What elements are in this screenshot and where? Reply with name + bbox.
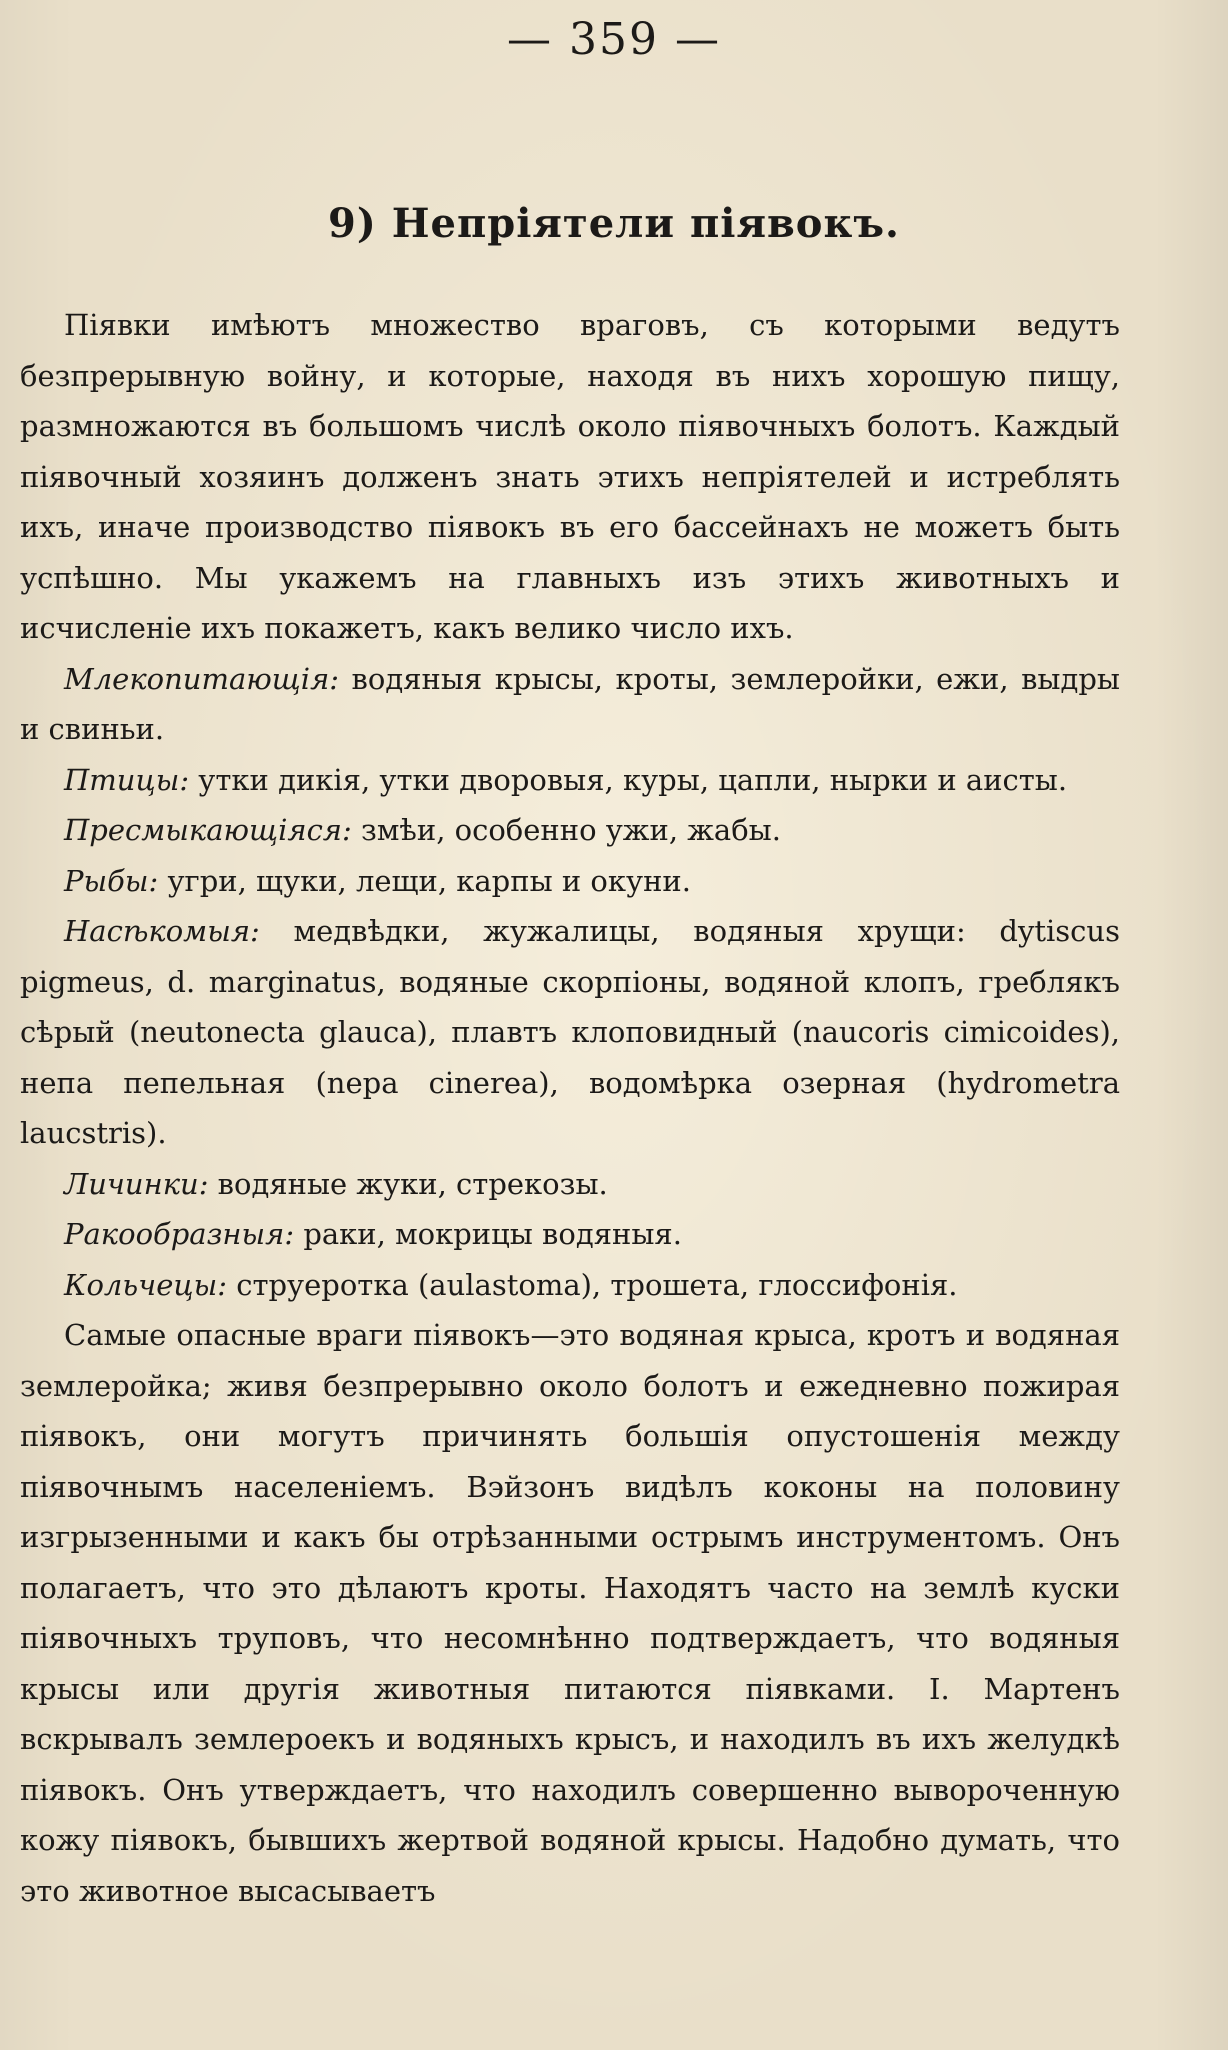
category-label-fish: Рыбы: bbox=[64, 863, 159, 898]
paragraph-closing: Самые опасные враги піявокъ—это водяная крыса, кротъ и водяная землеройка; живя безпрерывно около болотъ и ежедневно пожирая піявокъ, они могутъ причинять большія опустошенія между піявочнымъ населеніемъ. Вэйзонъ видѣлъ коконы на половину изгрызенными и какъ бы отрѣзанными острымъ инструментомъ. Онъ полагаетъ, что это дѣлаютъ кроты. Находятъ часто на землѣ куски піявочныхъ труповъ, что несомнѣнно подтверждаетъ, что водяныя крысы или другія животныя питаются піявками. I. Мартенъ вскрывалъ землероекъ и водяныхъ крысъ, и находилъ въ ихъ желудкѣ піявокъ. Онъ утверждаетъ, что находилъ совершенно вывороченную кожу піявокъ, бывшихъ жертвой водяной крысы. Надобно думать, что это животное высасываетъ bbox=[20, 1318, 1120, 1908]
category-text-birds: утки дикія, утки дворовыя, куры, цапли, нырки и аисты. bbox=[189, 762, 1068, 797]
category-label-crustaceans: Ракообразныя: bbox=[64, 1217, 295, 1251]
page-number: — 359 — bbox=[507, 14, 721, 65]
category-text-reptiles: змѣи, особенно ужи, жабы. bbox=[351, 813, 781, 847]
category-text-larvae: водяные жуки, стрекозы. bbox=[208, 1166, 608, 1201]
paragraph-annelids bbox=[20, 1260, 1120, 1311]
paragraph-reptiles bbox=[20, 805, 1120, 856]
category-label-reptiles: Пресмыкающіяся: bbox=[64, 813, 352, 847]
section-heading: 9) Непріятели піявокъ. bbox=[328, 200, 900, 247]
category-text-insects: медвѣдки, жужалицы, водяныя хрущи: dytiscus pigmeus, d. marginatus, водяные скорпіоны, водяной клопъ, греблякъ сѣрый (neutonecta glauca), плавтъ клоповидный (naucoris cimicoides), непа пепельная (nepa cinerea), водомѣрка озерная (hydrometra laucstris). bbox=[20, 914, 1120, 1150]
category-text-annelids: струеротка (aulastoma), трошета, глоссифонія. bbox=[226, 1267, 958, 1302]
category-text-crustaceans: раки, мокрицы водяныя. bbox=[294, 1217, 682, 1251]
page-body bbox=[20, 300, 1120, 1916]
paragraph-mammals bbox=[20, 654, 1120, 755]
category-label-mammals: Млекопитающія: bbox=[64, 661, 340, 696]
category-text-mammals: водяныя крысы, кроты, землеройки, ежи, выдры и свиньи. bbox=[20, 661, 1120, 746]
paragraph-insects bbox=[20, 906, 1120, 1159]
paragraph-intro: Піявки имѣютъ множество враговъ, съ которыми ведутъ безпрерывную войну, и которые, находя въ нихъ хорошую пищу, размножаются въ большомъ числѣ около піявочныхъ болотъ. Каждый піявочный хозяинъ долженъ знать этихъ непріятелей и истреблять ихъ, иначе производство піявокъ въ его бассейнахъ не можетъ быть успѣшно. Мы укажемъ на главныхъ изъ этихъ животныхъ и исчисленіе ихъ покажетъ, какъ велико число ихъ. bbox=[20, 308, 1120, 645]
paragraph-birds bbox=[20, 755, 1120, 806]
paragraph-fish bbox=[20, 856, 1120, 907]
category-label-annelids: Кольчецы: bbox=[64, 1267, 227, 1302]
category-label-insects: Насѣкомыя: bbox=[64, 914, 260, 948]
paragraph-larvae bbox=[20, 1159, 1120, 1210]
category-label-birds: Птицы: bbox=[64, 762, 190, 797]
category-text-fish: угри, щуки, лещи, карпы и окуни. bbox=[158, 863, 691, 898]
category-label-larvae: Личинки: bbox=[64, 1166, 209, 1201]
paragraph-crustaceans bbox=[20, 1209, 1120, 1260]
